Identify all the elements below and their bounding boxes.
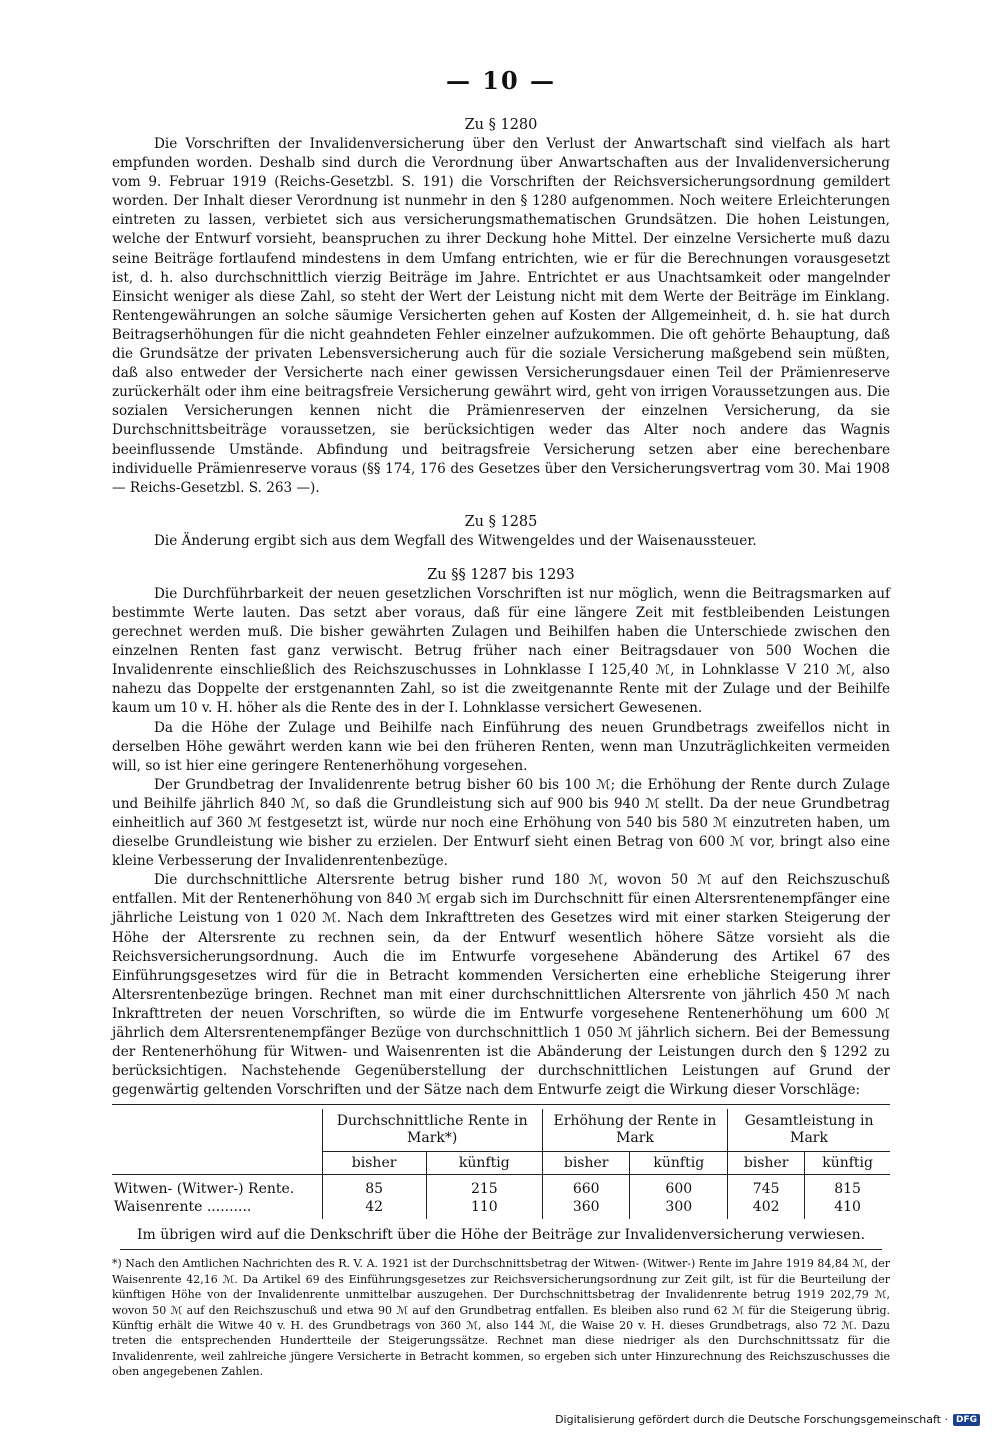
table-cell: 110 [426, 1198, 542, 1219]
table-group-header: Gesamtleistung in Mark [728, 1109, 890, 1152]
table-subheader: künftig [805, 1152, 890, 1175]
table-cell: 600 [630, 1175, 728, 1199]
row-label: Witwen- (Witwer-) Rente. [114, 1181, 295, 1198]
section-text-1285: Die Änderung ergibt sich aus dem Wegfall des Witwengeldes und der Waisenaussteuer. [154, 532, 757, 549]
table-cell: 410 [805, 1198, 890, 1219]
section-paragraph: Die durchschnittliche Altersrente betrug bisher rund 180 ℳ, wovon 50 ℳ auf den Reichszuschuß entfallen. Mit der Rentenerhöhung von 840 ℳ ergab sich im Durchschnitt für einen Altersrentenempfänger eine jährliche Leistung von 1 020 ℳ. Nach dem Inkrafttreten des Gesetzes wird mit einer starken Steigerung der Höhe der Altersrente zu rechnen sein, da der Entwurf wesentlich höhere Sätze vorsieht als die Reichsversicherungsordnung. Auch die im Entwurfe vorgesehene Abänderung des Artikel 67 des Einführungsgesetzes wird für die in Betracht kommenden Versicherten eine erhebliche Steigerung ihrer Altersrentenbezüge bringen. Rechnet man mit einer durchschnittlichen Altersrente von jährlich 450 ℳ nach Inkrafttreten der neuen Vorschriften, so würde die im Entwurfe vorgesehene Rentenerhöhung um 600 ℳ jährlich dem Altersrentenempfänger Bezüge von durchschnittlich 1 050 ℳ jährlich sichern. Bei der Bemessung der Rentenerhöhung für Witwen- und Waisenrenten ist die Abänderung der Leistungen durch den § 1292 zu berücksichtigen. Nachstehende Gegenüberstellung der durchschnittlichen Leistungen auf Grund der gegenwärtig geltenden Vorschriften und der Sätze nach dem Entwurfe zeigt die Wirkung dieser Vorschläge: [112, 872, 890, 1099]
table-subheader: bisher [542, 1152, 630, 1175]
dfg-logo: DFG [953, 1414, 980, 1426]
table-cell: 660 [542, 1175, 630, 1199]
section-heading-1285: Zu § 1285 [464, 513, 538, 530]
section-heading-1287: Zu §§ 1287 bis 1293 [427, 566, 575, 583]
table-cell: 402 [728, 1198, 805, 1219]
row-label: Waisenrente .......... [114, 1199, 252, 1216]
digitization-credit [555, 1413, 980, 1426]
table-subheader: bisher [728, 1152, 805, 1175]
section-paragraph: Da die Höhe der Zulage und Beihilfe nach Einführung des neuen Grundbetrags zweifellos nicht in derselben Höhe gewährt werden kann wie bei den früheren Renten, wenn man Unzuträglichkeiten vermeiden will, so ist hier eine geringere Rentenerhöhung vorgesehen. [112, 719, 890, 774]
table-cell: 815 [805, 1175, 890, 1199]
table-cell: 215 [426, 1175, 542, 1199]
table-cell: 42 [322, 1198, 426, 1219]
table-group-header: Erhöhung der Rente in Mark [542, 1109, 727, 1152]
credit-text: Digitalisierung gefördert durch die Deutsche Forschungsgemeinschaft · [555, 1413, 948, 1426]
section-paragraph: Die Durchführbarkeit der neuen gesetzlichen Vorschriften ist nur möglich, wenn die Beitragsmarken auf bestimmte Werte lauten. Das setzt aber voraus, daß für eine längere Zeit mit festbleibenden Leistungen gerechnet werden muß. Die bisher gewährten Zulagen und Beihilfen haben die Unterschiede zwischen den einzelnen Renten fast ganz verwischt. Betrug früher nach einer Beitragsdauer von 500 Wochen die Invalidenrente einschließlich des Reichszuschusses in Lohnklasse I 125,40 ℳ, in Lohnklasse V 210 ℳ, also nahezu das Doppelte der erstgenannten Zahl, so ist die zweitgenannte Rente mit der Zulage und der Beihilfe kaum um 10 v. H. höher als die Rente des in der I. Lohnklasse versichert Gewesenen. [112, 585, 890, 717]
table-top-rule [112, 1104, 890, 1105]
table-subheader: künftig [426, 1152, 542, 1175]
section-heading-1280: Zu § 1280 [464, 117, 538, 133]
section-paragraph: Der Grundbetrag der Invalidenrente betrug bisher 60 bis 100 ℳ; die Erhöhung der Rente durch Zulage und Beihilfe jährlich 840 ℳ, so daß die Grundleistung sich auf 900 bis 940 ℳ stellt. Da der neue Grundbetrag einheitlich auf 360 ℳ festgesetzt ist, würde nur noch eine Erhöhung von 540 bis 580 ℳ einzutreten haben, um dieselbe Grundleistung wie bisher zu erzielen. Der Entwurf sieht einen Betrag von 600 ℳ vor, bringt also eine kleine Verbesserung der Invalidenrentenbezüge. [112, 776, 890, 870]
table-cell: 360 [542, 1198, 630, 1219]
table-row [112, 1198, 890, 1219]
table-subheader: künftig [630, 1152, 728, 1175]
table-cell: 85 [322, 1175, 426, 1199]
table-row [112, 1175, 890, 1199]
table-cell: 745 [728, 1175, 805, 1199]
footnote: *) Nach den Amtlichen Nachrichten des R. V. A. 1921 ist der Durchschnittsbetrag der Witwen- (Witwer-) Rente im Jahre 1919 84,84 ℳ, der Waisenrente 42,16 ℳ. Da Artikel 69 des Einführungsgesetzes zur Reichsversicherungsordnung zur Zeit gilt, ist für die Beurteilung der künftigen Höhe von der Invalidenrente unmittelbar auszugehen. Der Durchschnittsbetrag der Invalidenrente betrug 1919 202,79 ℳ, wovon 50 ℳ auf den Reichszuschuß und etwa 90 ℳ auf den Grundbetrag entfallen. Es bleiben also rund 62 ℳ für die Steigerung übrig. Künftig erhält die Witwe 40 v. H. des Grundbetrags von 360 ℳ, also 144 ℳ, die Waise 20 v. H. dieses Grundbetrags, also 72 ℳ. Dazu treten die entsprechenden Hundertteile der Steigerungssätze. Rechnet man diese niedriger als den Durchschnittssatz für die Invalidenrente, weil zahlreiche jüngere Versicherte in Betracht kommen, so ergeben sich unter Hinzurechnung des Reichszuschusses die oben angegebenen Zahlen. [112, 1257, 890, 1379]
table-cell: 300 [630, 1198, 728, 1219]
table-group-header: Durchschnittliche Rente in Mark*) [322, 1109, 542, 1152]
closing-sentence: Im übrigen wird auf die Denkschrift über die Höhe der Beiträge zur Invalidenversicherung verwiesen. [120, 1227, 882, 1250]
table-subheader: bisher [322, 1152, 426, 1175]
comparison-table [112, 1109, 890, 1219]
page-number: — 10 — [445, 66, 557, 95]
section-text-1280: Die Vorschriften der Invalidenversicherung über den Verlust der Anwartschaft sind vielfach als hart empfunden worden. Deshalb sind durch die Verordnung über Anwartschaften aus der Invalidenversicherung vom 9. Februar 1919 (Reichs-Gesetzbl. S. 191) die Vorschriften der Reichsversicherungsordnung gemildert worden. Der Inhalt dieser Verordnung ist nunmehr in den § 1280 aufgenommen. Noch weitere Erleichterungen eintreten zu lassen, verbietet sich aus versicherungsmathematischen Grundsätzen. Die hohen Leistungen, welche der Entwurf vorsieht, beanspruchen zu ihrer Deckung hohe Mittel. Der einzelne Versicherte muß dazu seine Beiträge fortlaufend mindestens in dem Umfang entrichten, wie er für die Berechnungen vorausgesetzt ist, d. h. also durchschnittlich vierzig Beiträge im Jahre. Entrichtet er aus Unachtsamkeit oder mangelnder Einsicht weniger als diese Zahl, so steht der Wert der Leistung nicht mit dem Werte der Beiträge im Einklang. Rentengewährungen an solche säumige Versicherten gehen auf Kosten der Allgemeinheit, d. h. sie hat durch Beitragserhöhungen für die nicht geahndeten Fehler einzelner aufzukommen. Die oft gehörte Behauptung, daß die Grundsätze der privaten Lebensversicherung auch für die soziale Versicherung maßgebend sein müßten, daß also entweder der Versicherte nach einer gewissen Versicherungsdauer einen Teil der Prämienreserve zurückerhält oder ihm eine beitragsfreie Versicherung gewährt wird, geht von irrigen Voraussetzungen aus. Die sozialen Versicherungen kennen nicht die Prämienreserven der einzelnen Versicherung, da sie Durchschnittsbeiträge voraussetzen, sie berücksichtigen weder das Alter noch andere das Wagnis beeinflussende Umstände. Abfindung und beitragsfreie Versicherung setzen aber eine berechenbare individuelle Prämienreserve voraus (§§ 174, 176 des Gesetzes über den Versicherungsvertrag vom 30. Mai 1908 — Reichs-Gesetzbl. S. 263 —). [112, 136, 890, 496]
table-corner [112, 1109, 322, 1175]
document-page [112, 66, 890, 1391]
